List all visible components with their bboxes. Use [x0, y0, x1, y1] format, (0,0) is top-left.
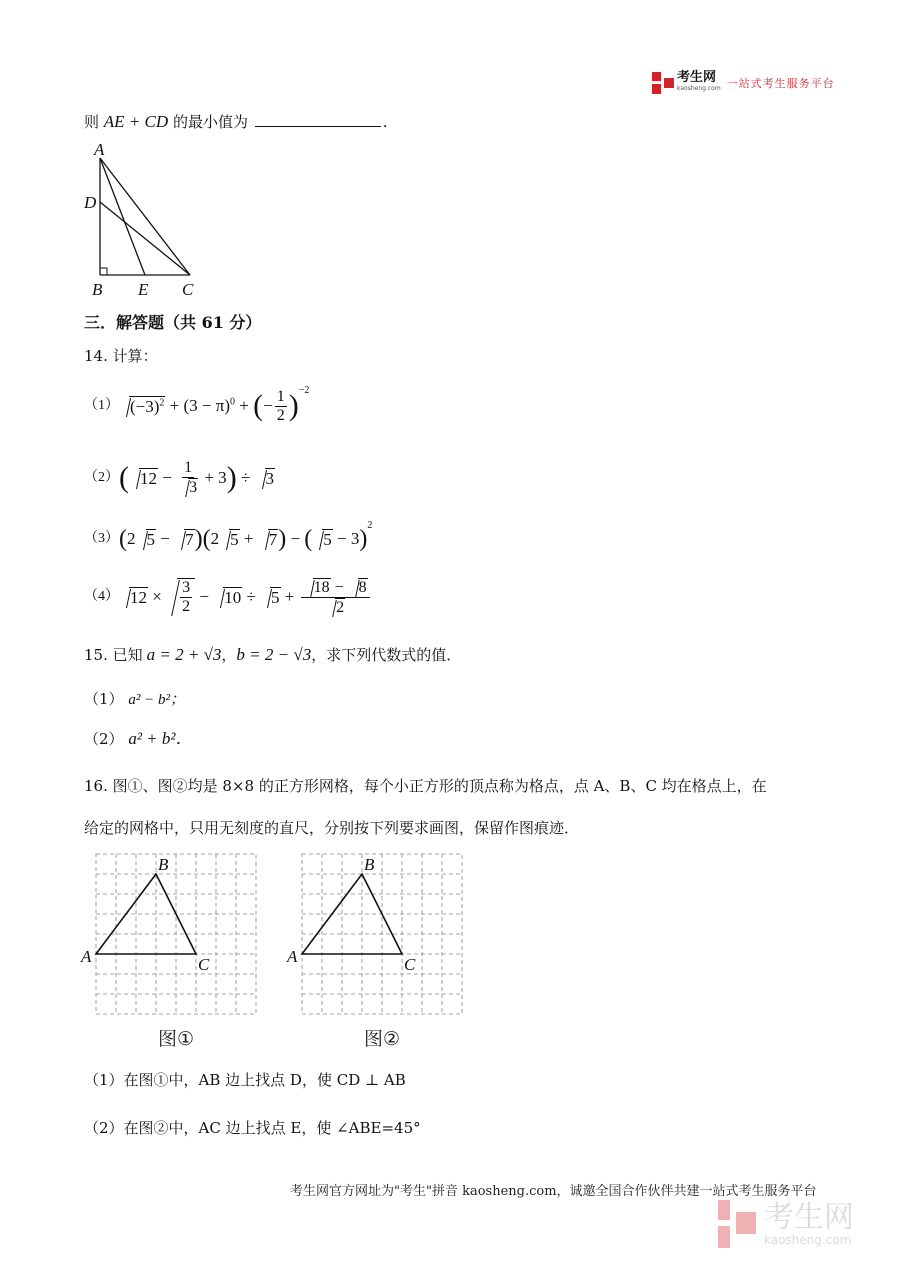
watermark [718, 1200, 854, 1250]
q13-prefix: 则 [84, 113, 100, 131]
q16-fig-caption-2: 图② [364, 1028, 401, 1050]
fig13-label-b: B [92, 280, 103, 299]
q14-label-4: （4） [84, 589, 119, 604]
q14-label-2: （2） [84, 470, 119, 485]
q14-label-1: （1） [84, 398, 119, 413]
q13-triangle-figure [80, 140, 205, 300]
q14-item-1: （1） $(-3)^2$ + $(3 - \pi)^0$ + ( − $\frac{1}{2}$ ) $^{-2}$ [84, 385, 310, 424]
q13-answer-blank [255, 112, 381, 127]
fig2-label-a: A [287, 947, 298, 966]
q15-stem [84, 645, 461, 665]
q16-grid-figure-2 [284, 848, 474, 1018]
q14-label-3: （3） [84, 531, 119, 546]
q15-sep: ， [221, 646, 237, 664]
q15-b-def: b = 2 − √3 [236, 645, 312, 664]
watermark-domain: kaosheng.com [764, 1233, 852, 1247]
fig2-label-b: B [364, 855, 375, 874]
watermark-brand: 考生网 [764, 1200, 854, 1235]
logo-brand: 考生网 [677, 70, 717, 85]
logo-mark-icon [652, 72, 674, 94]
section-3-title: 三．解答题（共 61 分） [84, 313, 262, 332]
q15-stem-pre: 15. 已知 [84, 646, 143, 664]
q15-item-1 [84, 689, 185, 710]
q16-line-1: 16. 图①、图②均是 8×8 的正方形网格，每个小正方形的顶点称为格点，点 A、B、C 均在格点上，在 [84, 777, 767, 795]
fig13-label-d: D [84, 193, 97, 212]
watermark-mark-icon [718, 1200, 758, 1250]
header-logo [652, 72, 835, 94]
fig1-label-b: B [158, 855, 169, 874]
fig1-label-c: C [198, 955, 210, 974]
fig13-label-e: E [138, 280, 149, 299]
q15-expr-2: a² + b²． [128, 729, 193, 748]
q13-end: . [382, 113, 388, 131]
q13-suffix: 的最小值为 [172, 113, 248, 131]
q14-item-2: （2） ( 12 − $\frac{1}{3}$ + 3 ) ÷ 3 [84, 459, 275, 496]
q15-label-2: （2） [84, 730, 124, 748]
header-slogan: 一站式考生服务平台 [726, 77, 835, 90]
q16-line-2: 给定的网格中，只用无刻度的直尺，分别按下列要求画图，保留作图痕迹． [84, 819, 580, 837]
fig1-label-a: A [81, 947, 92, 966]
fig13-label-a: A [94, 140, 105, 159]
footer-text: 考生网官方网址为"考生"拼音 kaosheng.com，诚邀全国合作伙伴共建一站式考生服务平台 [290, 1184, 817, 1199]
q15-a-def: a = 2 + √3 [146, 645, 222, 664]
q16-sub-1: （1）在图①中，AB 边上找点 D，使 CD ⊥ AB [84, 1071, 406, 1089]
q16-fig-caption-1: 图① [158, 1028, 195, 1050]
q14-item-4: （4） 12 × $\frac{3}{2}$ − 10 ÷ 5 + $\frac{18 - 8}{2}$ [84, 570, 372, 624]
q13-tail-line [84, 112, 388, 132]
logo-domain: kaosheng.com [677, 85, 721, 92]
q15-stem-post: ，求下列代数式的值． [311, 646, 462, 664]
q14-item-3: （3） ( 2 5 − 7 ) ( 2 5 + 7 ) − ( 5 − 3 ) $^2$ [84, 520, 373, 552]
fig13-label-c: C [182, 280, 194, 299]
q15-item-2 [84, 729, 193, 749]
fig2-label-c: C [404, 955, 416, 974]
q13-expr: AE + CD [103, 112, 169, 131]
q16-grid-figure-1 [78, 848, 268, 1018]
q16-sub-2: （2）在图②中，AC 边上找点 E，使 ∠ABE=45° [84, 1119, 421, 1137]
q15-expr-1: a² − b²； [128, 692, 185, 708]
q15-label-1: （1） [84, 690, 124, 708]
q14-stem: 14. 计算： [84, 347, 158, 365]
